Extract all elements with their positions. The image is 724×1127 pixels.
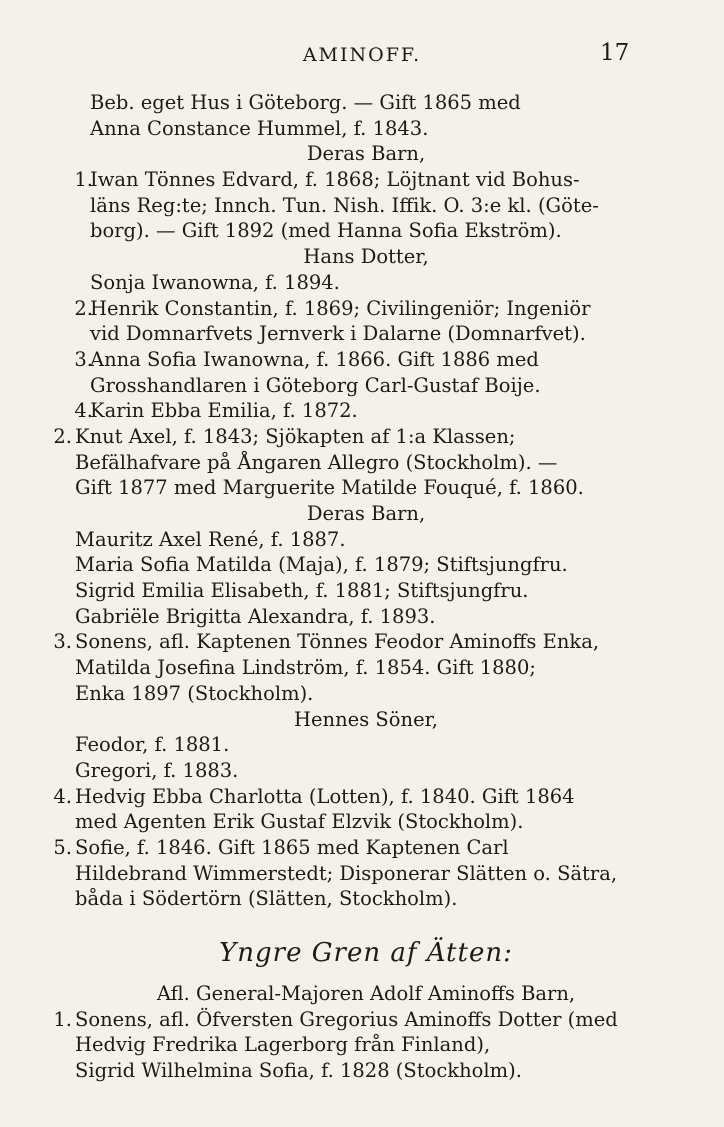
- text-line: [75, 527, 644, 553]
- text-line: [75, 732, 644, 758]
- entry-number: 1.: [53, 1007, 72, 1031]
- line-text: med Agenten Erik Gustaf Elzvik (Stockholm).: [75, 810, 524, 834]
- line-text: Iwan Tönnes Edvard, f. 1868; Löjtnant vid Bohus-: [90, 168, 580, 192]
- text-line: [75, 681, 644, 707]
- text-line: [88, 321, 644, 347]
- line-text: Henrik Constantin, f. 1869; Civilingeniör; Ingeniör: [90, 296, 591, 320]
- text-line: [53, 784, 644, 810]
- text-line: [53, 1007, 644, 1033]
- line-text: Matilda Josefina Lindström, f. 1854. Gift 1880;: [75, 656, 536, 680]
- line-text: båda i Södertörn (Slätten, Stockholm).: [75, 887, 458, 911]
- text-line: [53, 629, 644, 655]
- line-text: Anna Constance Hummel, f. 1843.: [90, 116, 429, 140]
- entry-number: 2.: [74, 296, 93, 320]
- text-line: [88, 707, 644, 733]
- line-text: Deras Barn,: [306, 502, 426, 525]
- line-text: Gregori, f. 1883.: [75, 758, 239, 782]
- line-text: Karin Ebba Emilia, f. 1872.: [90, 399, 358, 423]
- text-line: [75, 1058, 644, 1084]
- text-line: [88, 501, 644, 527]
- section-title: Yngre Gren af Ätten:: [219, 938, 513, 968]
- text-line: [74, 167, 644, 193]
- line-text: vid Domnarfvets Jernverk i Dalarne (Domnarfvet).: [90, 322, 586, 346]
- text-line: [75, 552, 644, 578]
- text-line: [74, 398, 644, 424]
- text-line: [88, 270, 644, 296]
- line-text: Sonja Iwanowna, f. 1894.: [90, 270, 340, 294]
- line-text: borg). — Gift 1892 (med Hanna Sofia Ekström).: [90, 219, 562, 243]
- page-number: 17: [600, 40, 630, 66]
- text-line: [75, 604, 644, 630]
- text-line: [53, 424, 644, 450]
- text-line: [74, 347, 644, 373]
- text-line: [75, 655, 644, 681]
- text-line: [75, 578, 644, 604]
- text-line: [75, 758, 644, 784]
- line-text: Befälhafvare på Ångaren Allegro (Stockholm). —: [75, 450, 558, 474]
- text-line: [75, 450, 644, 476]
- text-line: [88, 373, 644, 399]
- text-line: [88, 116, 644, 142]
- text-line: [74, 296, 644, 322]
- line-text: Sonens, afl. Öfversten Gregorius Aminoffs Dotter (med: [75, 1007, 618, 1031]
- text-line: [88, 981, 644, 1007]
- line-text: Sonens, afl. Kaptenen Tönnes Feodor Aminoffs Enka,: [75, 630, 600, 654]
- line-text: Sigrid Wilhelmina Sofia, f. 1828 (Stockholm).: [75, 1059, 522, 1083]
- text-line: [88, 141, 644, 167]
- text-line: [75, 861, 644, 887]
- text-line: [88, 244, 644, 270]
- text-line: [75, 475, 644, 501]
- line-text: Sofie, f. 1846. Gift 1865 med Kaptenen Carl: [75, 835, 509, 859]
- line-text: Beb. eget Hus i Göteborg. — Gift 1865 med: [90, 91, 521, 114]
- line-text: Mauritz Axel René, f. 1887.: [75, 527, 346, 551]
- running-title: AMINOFF.: [302, 44, 422, 66]
- line-text: Hedvig Fredrika Lagerborg från Finland),: [75, 1033, 491, 1057]
- text-line: [88, 218, 644, 244]
- entry-number: 1.: [74, 168, 93, 192]
- entry-number: 2.: [53, 424, 72, 448]
- text-line: [88, 90, 644, 116]
- line-text: Hedvig Ebba Charlotta (Lotten), f. 1840. Gift 1864: [75, 784, 575, 808]
- line-text: Sigrid Emilia Elisabeth, f. 1881; Stiftsjungfru.: [75, 579, 529, 603]
- line-text: Grosshandlaren i Göteborg Carl-Gustaf Boije.: [90, 373, 541, 397]
- line-text: Anna Sofia Iwanowna, f. 1866. Gift 1886 med: [90, 347, 539, 371]
- text-line: [75, 809, 644, 835]
- line-text: Deras Barn,: [306, 142, 426, 166]
- line-text: Feodor, f. 1881.: [75, 733, 230, 757]
- line-text: Hennes Söner,: [294, 707, 438, 731]
- entry-text: [53, 90, 644, 1084]
- line-text: Gabriële Brigitta Alexandra, f. 1893.: [75, 604, 436, 628]
- entry-number: 3.: [74, 347, 93, 371]
- text-line: [75, 886, 644, 912]
- line-text: Enka 1897 (Stockholm).: [75, 681, 314, 705]
- line-text: läns Reg:te; Innch. Tun. Nish. Iffik. O. 3:e kl. (Göte-: [90, 193, 599, 217]
- line-text: Knut Axel, f. 1843; Sjökapten af 1:a Klassen;: [75, 424, 516, 448]
- text-line: [88, 193, 644, 219]
- text-line: [53, 835, 644, 861]
- entry-number: 4.: [74, 399, 93, 423]
- text-line: [75, 1032, 644, 1058]
- line-text: Gift 1877 med Marguerite Matilde Fouqué, f. 1860.: [75, 476, 584, 500]
- entry-number: 5.: [53, 835, 72, 859]
- line-text: Hans Dotter,: [303, 245, 429, 269]
- line-text: Hildebrand Wimmerstedt; Disponerar Slätten o. Sätra,: [75, 861, 618, 885]
- entry-number: 4.: [53, 784, 72, 808]
- line-text: Maria Sofia Matilda (Maja), f. 1879; Stiftsjungfru.: [75, 553, 568, 577]
- line-text: Afl. General-Majoren Adolf Aminoffs Barn,: [156, 982, 576, 1005]
- entry-number: 3.: [53, 630, 72, 654]
